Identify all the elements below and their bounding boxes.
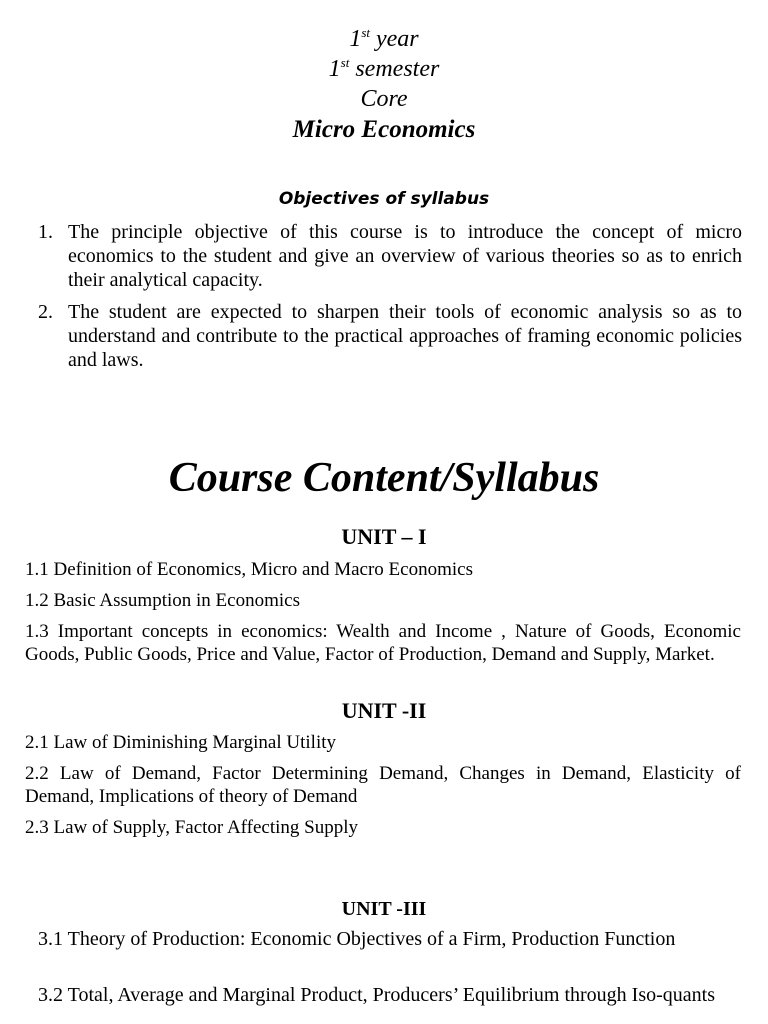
- unit-3-topic: 3.2 Total, Average and Marginal Product, Producers’ Equilibrium through Iso-quants: [38, 984, 715, 1006]
- semester-word: semester: [349, 56, 440, 82]
- unit-3-topic: 3.1 Theory of Production: Economic Objectives of a Firm, Production Function: [38, 928, 676, 950]
- subject-title: Micro Economics: [292, 116, 476, 143]
- objectives-list: [30, 220, 742, 380]
- objectives-heading: Objectives of syllabus: [278, 189, 490, 209]
- unit-2-topic: 2.3 Law of Supply, Factor Affecting Supply: [25, 817, 358, 838]
- unit-1-topic: 1.1 Definition of Economics, Micro and Macro Economics: [25, 559, 473, 580]
- category-line: Core: [360, 86, 408, 112]
- year-number: 1: [349, 26, 362, 52]
- year-word: year: [370, 26, 419, 52]
- objective-number: 2.: [38, 301, 53, 323]
- objective-text: The student are expected to sharpen their tools of economic analysis so as to understand and contribute to the practical approaches of framing economic policies and laws.: [68, 301, 742, 371]
- semester-line: [0, 54, 768, 84]
- objective-text: The principle objective of this course is to introduce the concept of micro economics to the student and give an overview of various theories so as to enrich their analytical capacity.: [68, 221, 742, 291]
- year-line: [0, 24, 768, 54]
- unit-2-topic: 2.2 Law of Demand, Factor Determining Demand, Changes in Demand, Elasticity of Demand, Implications of theory of Demand: [25, 763, 741, 807]
- unit-1-heading: UNIT – I: [341, 524, 427, 549]
- course-content-title: Course Content/Syllabus: [168, 455, 600, 501]
- year-superscript: st: [361, 25, 370, 40]
- objective-number: 1.: [38, 221, 53, 243]
- unit-2-heading: UNIT -II: [341, 698, 427, 723]
- unit-1-topic: 1.2 Basic Assumption in Economics: [25, 590, 300, 611]
- semester-superscript: st: [340, 55, 350, 70]
- objective-item: [30, 220, 742, 292]
- unit-3-heading: UNIT -III: [341, 898, 427, 920]
- unit-2-topic: 2.1 Law of Diminishing Marginal Utility: [25, 732, 337, 753]
- document-header: [0, 24, 768, 146]
- objective-item: [30, 300, 742, 372]
- unit-1-topic: 1.3 Important concepts in economics: Wealth and Income , Nature of Goods, Economic Goods, Public Goods, Price and Value, Factor of Production, Demand and Supply, Market.: [25, 621, 741, 665]
- semester-number: 1: [328, 56, 341, 82]
